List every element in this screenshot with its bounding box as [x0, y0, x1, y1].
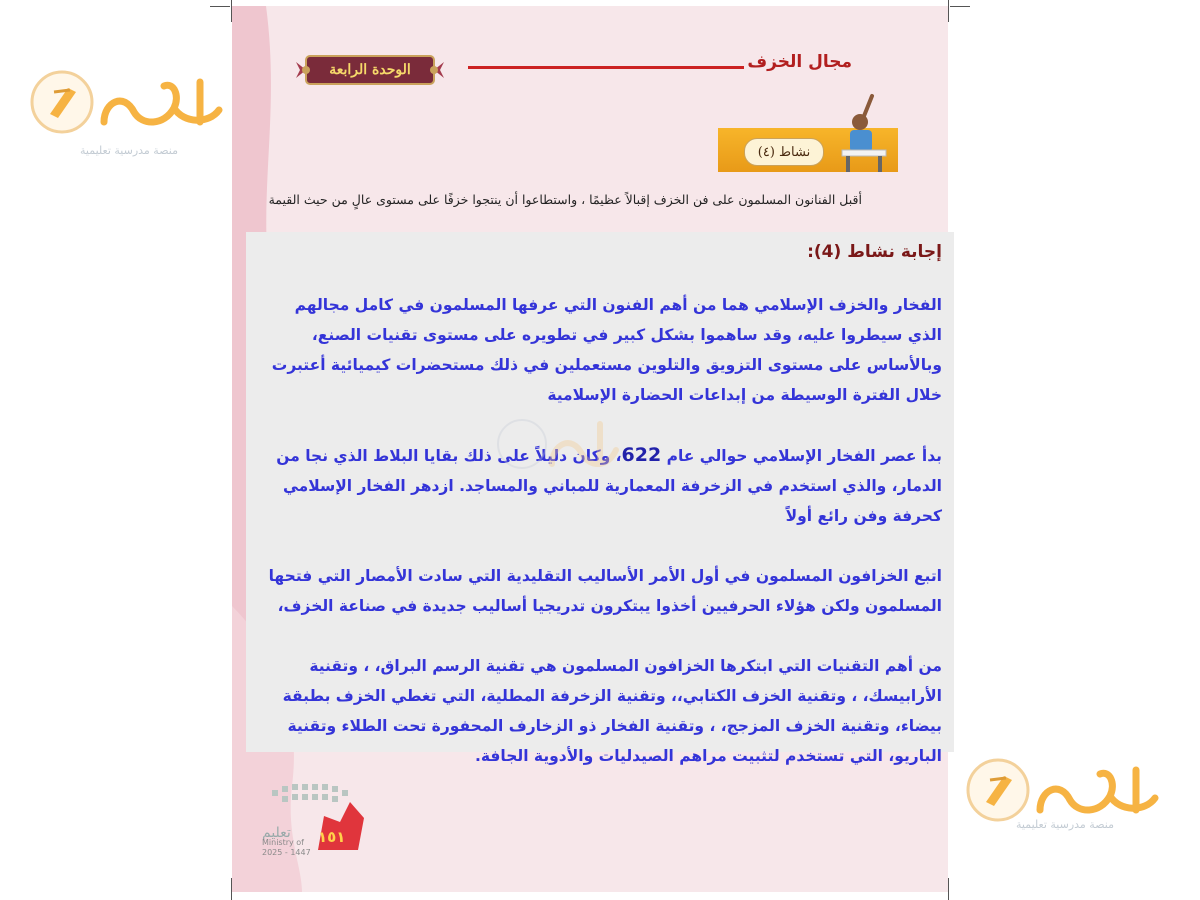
answer-text: بدأ عصر الفخار الإسلامي حوالي عام	[661, 447, 942, 465]
section-divider	[468, 66, 744, 69]
ministry-years: 2025 - 1447	[262, 848, 311, 857]
crop-mark	[948, 878, 949, 900]
student-raising-hand-icon	[824, 92, 894, 174]
answer-year: 622	[621, 444, 662, 466]
answer-body	[260, 290, 942, 771]
answer-paragraph: من أهم التقنيات التي ابتكرها الخزافون المسلمون هي تقنية الرسم البراق، ، وتقنية الأرابيسك، ، وتقنية الخزف الكتابي،، وتقنية الزخرفة المطلية، التي تغطي الخزف بطبقة بيضاء، وتقنية الخزف المزجج، ، وتقنية الفخار ذو الزخارف المحفورة تحت الطلاء وتقنية الباريو، التي تستخدم لتثبيت مراهم الصيدليات والأدوية الجافة.	[282, 657, 942, 765]
halool-watermark-center	[496, 404, 636, 504]
watermark-tagline: منصة مدرسية تعليمية	[80, 144, 178, 157]
unit-banner-label: الوحدة الرابعة	[329, 62, 411, 78]
answer-heading: إجابة نشاط (4):	[807, 242, 942, 262]
answer-paragraph: اتبع الخزافون المسلمون في أول الأمر الأساليب التقليدية التي سادت الأمصار التي فتحها المسلمون ولكن هؤلاء الحرفيين أخذوا يبتكرون تدريجيا أساليب جديدة في صناعة الخزف،	[268, 567, 942, 615]
crop-mark	[950, 6, 970, 7]
ministry-name-ar: تعليم	[262, 825, 291, 841]
answer-text: ، وكان دليلاً على ذلك بقايا البلاط الذي نجا من الدمار، والذي استخدم في الزخرفة المعمارية للمباني والمساجد. ازدهر الفخار الإسلامي كحرفة وفن رائع أولاً	[276, 447, 942, 525]
activity-label: نشاط (٤)	[744, 138, 824, 166]
crop-mark	[948, 0, 949, 22]
halool-watermark-right	[960, 750, 1180, 850]
unit-banner	[296, 50, 444, 90]
crop-mark	[210, 6, 230, 7]
watermark-tagline: منصة مدرسية تعليمية	[1016, 818, 1114, 831]
ministry-name-en: Ministry of	[262, 838, 304, 847]
section-title: مجال الخزف	[747, 52, 852, 72]
ministry-text	[262, 825, 311, 858]
intro-text: أقبل الفنانون المسلمون على فن الخزف إقبالاً عظيمًا ، واستطاعوا أن ينتجوا خزفًا على مستوى عالٍ من حيث القيمة	[268, 192, 862, 207]
halool-logo-icon	[24, 62, 234, 142]
halool-watermark-left	[24, 62, 234, 162]
answer-paragraph: الفخار والخزف الإسلامي هما من أهم الفنون التي عرفها المسلمون في كامل مجالهم الذي سيطروا عليه، وقد ساهموا بشكل كبير في تطويره على مستوى تقنيات الصنع، وبالأساس على مستوى التزويق والتلوين مستعملين في ذلك مستحضرات كيميائية أعتبرت خلال الفترة الوسيطة من إبداعات الحضارة الإسلامية	[271, 296, 942, 404]
page-number: ١٥١	[318, 828, 346, 846]
